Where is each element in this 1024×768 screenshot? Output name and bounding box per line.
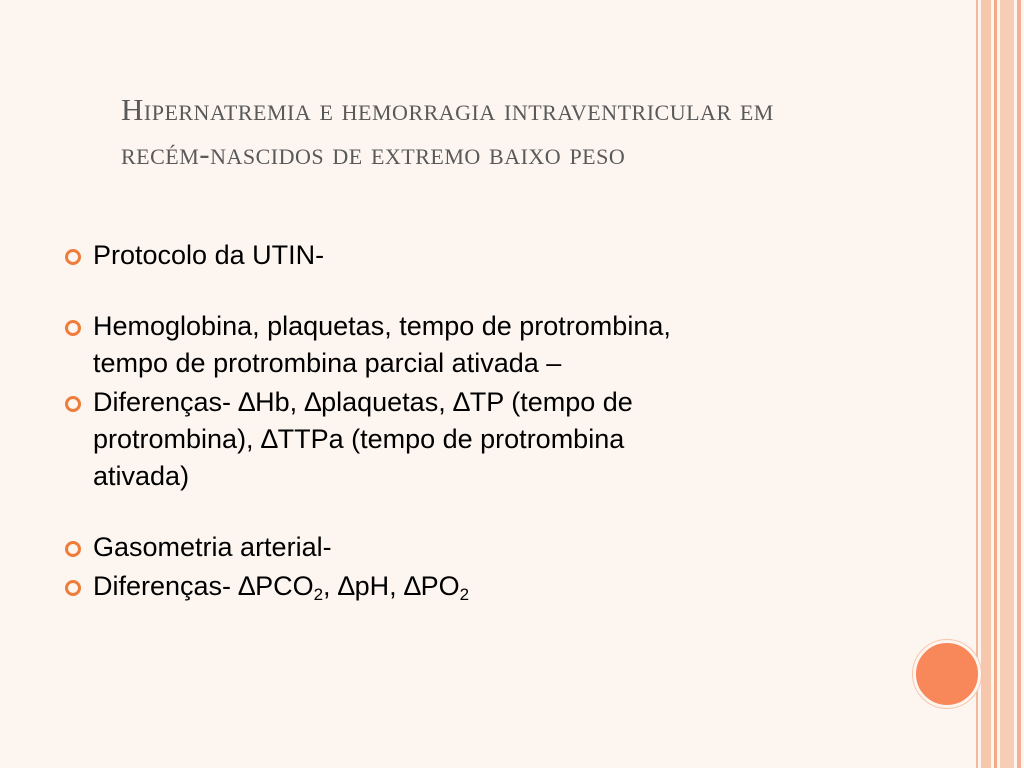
bullet-text: Protocolo da UTIN- [93, 240, 325, 270]
bullet-list [65, 237, 865, 605]
bullet-text-continued: tempo de protrombina parcial ativada – [93, 348, 562, 378]
stripe [1017, 0, 1021, 768]
bullet-text-continued: protrombina), ∆TTPa (tempo de protrombina [93, 424, 625, 454]
bullet-text-continued: ativada) [93, 461, 190, 491]
bullet-icon [65, 541, 81, 557]
slide-title [121, 88, 901, 176]
stripe [981, 0, 991, 768]
title-line-1: Hipernatremia e hemorragia intraventricular em [121, 92, 774, 127]
bullet-text: Diferenças- ∆PCO [93, 571, 314, 601]
bullet-icon [65, 249, 81, 265]
stripe [1000, 0, 1014, 768]
list-item [65, 568, 865, 605]
spacer [65, 274, 865, 308]
bullet-text: Diferenças- ∆Hb, ∆plaquetas, ∆TP (tempo de [93, 387, 633, 417]
bullet-icon [65, 320, 81, 336]
title-line-2: recém-nascidos de extremo baixo peso [121, 136, 626, 171]
list-item [65, 384, 865, 495]
bullet-icon [65, 396, 81, 412]
spacer [65, 495, 865, 529]
decorative-stripes [976, 0, 1024, 768]
bullet-text: Gasometria arterial- [93, 532, 332, 562]
bullet-icon [65, 580, 81, 596]
stripe [994, 0, 997, 768]
bullet-text: Hemoglobina, plaquetas, tempo de protrombina, [93, 311, 671, 341]
decorative-circle [913, 640, 981, 708]
subscript: 2 [459, 585, 470, 604]
subscript: 2 [313, 585, 324, 604]
list-item [65, 308, 865, 382]
stripe [976, 0, 978, 768]
list-item [65, 529, 865, 566]
bullet-text: , ∆pH, ∆PO [323, 571, 460, 601]
list-item [65, 237, 865, 274]
